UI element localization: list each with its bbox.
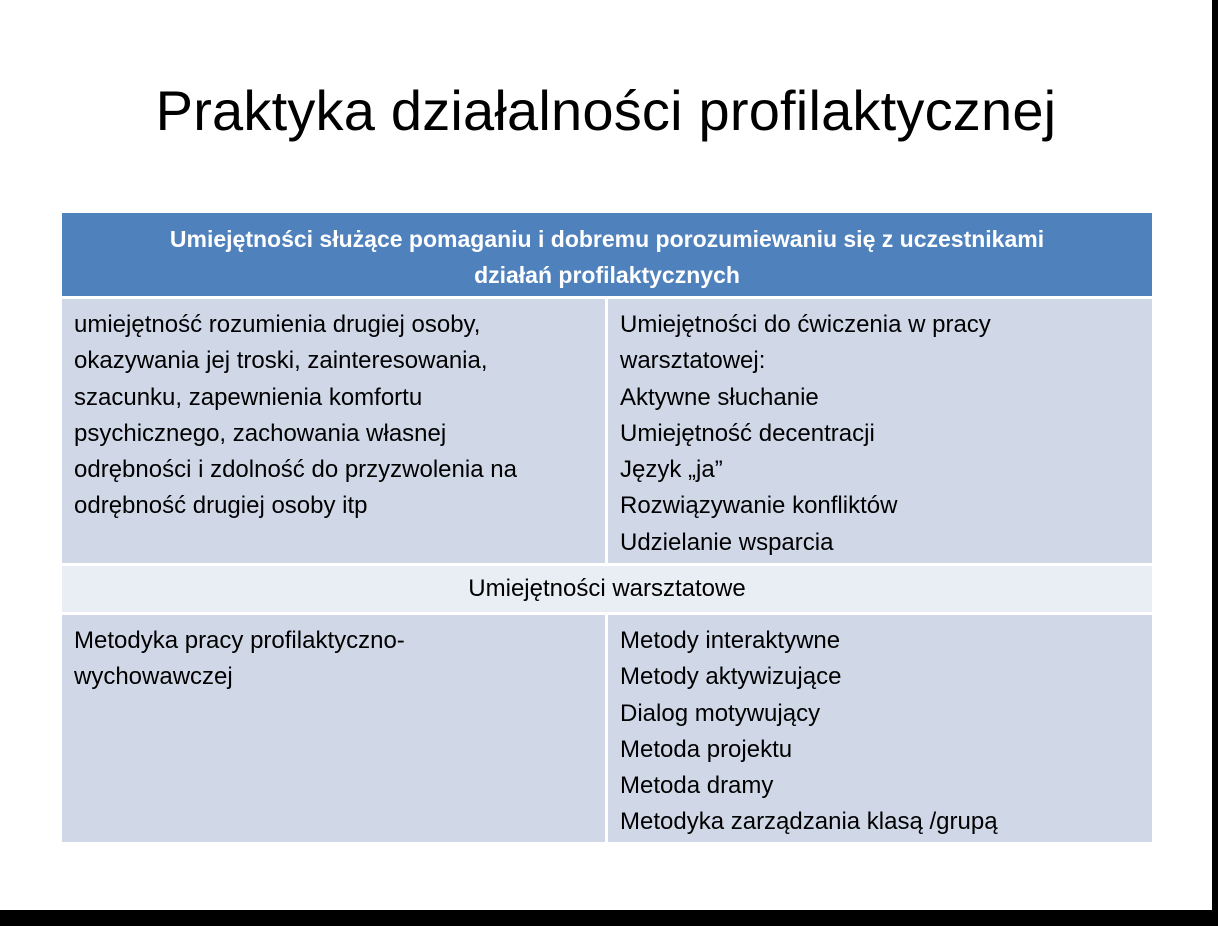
cell-text-line: umiejętność rozumienia drugiej osoby, — [74, 311, 481, 338]
table-header-line: działań profilaktycznych — [474, 262, 740, 288]
cell-text-line: Umiejętności do ćwiczenia w pracy — [620, 311, 991, 338]
table-cell-row1-right — [608, 299, 1152, 563]
cell-text-line: Aktywne słuchanie — [620, 383, 819, 411]
cell-text-line: Metody interaktywne — [620, 627, 841, 654]
cell-text-line: Metoda projektu — [620, 735, 793, 763]
cell-text-line: wychowawczej — [74, 663, 233, 691]
cell-text-line: Metodyka zarządzania klasą /grupą — [620, 808, 998, 836]
cell-text-line: Rozwiązywanie konfliktów — [620, 492, 898, 520]
cell-text-line: Metoda dramy — [620, 772, 774, 800]
cell-text-line: szacunku, zapewnienia komfortu — [74, 383, 423, 411]
cell-text-line: warsztatowej: — [620, 347, 766, 375]
cell-text-line: Umiejętność decentracji — [620, 419, 875, 447]
table-cell-row2-left — [62, 615, 605, 842]
cell-text-line: odrębności i zdolność do przyzwolenia na — [74, 456, 517, 484]
table-cell-row2-right — [608, 615, 1152, 842]
cell-text-line: psychicznego, zachowania własnej — [74, 419, 447, 447]
table-header-line: Umiejętności służące pomaganiu i dobremu porozumiewaniu się z uczestnikami — [169, 226, 1045, 252]
table-header — [62, 213, 1152, 296]
table-cell-row1-left — [62, 299, 605, 563]
cell-text-line: okazywania jej troski, zainteresowania, — [74, 347, 488, 375]
cell-text-line: Udzielanie wsparcia — [620, 528, 834, 556]
cell-text-line: Dialog motywujący — [620, 699, 821, 727]
cell-text-line: Metodyka pracy profilaktyczno- — [74, 627, 405, 654]
cell-text-line: Metody aktywizujące — [620, 663, 842, 691]
cell-text-line: odrębność drugiej osoby itp — [74, 492, 368, 520]
table-section-label: Umiejętności warsztatowe — [62, 566, 1152, 612]
cell-text-line: Język „ja” — [620, 456, 723, 484]
slide-title: Praktyka działalności profilaktycznej — [155, 79, 1057, 142]
